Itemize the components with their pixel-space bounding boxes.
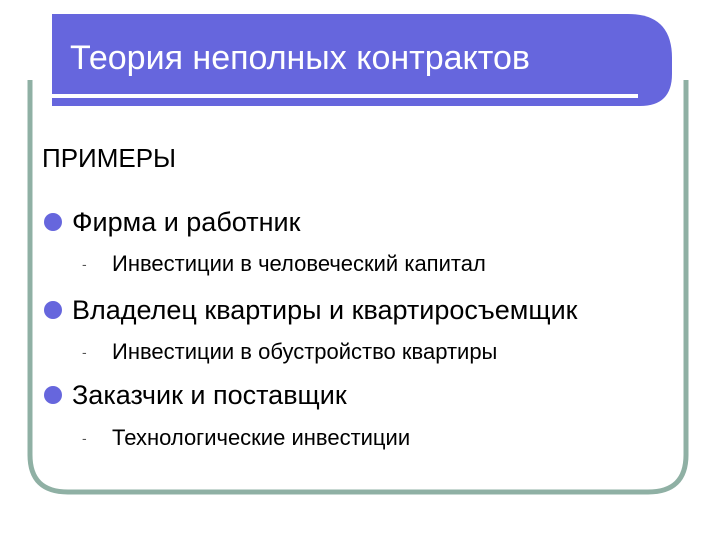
sub-list-item-text: Инвестиции в человеческий капитал	[112, 251, 486, 276]
list-item	[42, 378, 347, 412]
sub-list-item	[82, 338, 497, 366]
slide-subheading: ПРИМЕРЫ	[42, 143, 177, 173]
sub-list-item-text: Технологические инвестиции	[112, 425, 411, 450]
bullet-icon	[44, 301, 62, 319]
slide-title: Теория неполных контрактов	[70, 39, 530, 77]
title-underline	[52, 94, 638, 98]
dash-marker: -	[82, 256, 87, 272]
list-item	[42, 293, 577, 327]
list-item	[42, 205, 300, 239]
list-item-text: Заказчик и поставщик	[72, 380, 347, 410]
sub-list-item	[82, 250, 486, 278]
dash-marker: -	[82, 344, 87, 360]
sub-list-item	[82, 424, 410, 452]
bullet-icon	[44, 213, 62, 231]
list-item-text: Владелец квартиры и квартиросъемщик	[72, 295, 578, 325]
list-item-text: Фирма и работник	[72, 207, 301, 237]
bullet-icon	[44, 386, 62, 404]
dash-marker: -	[82, 430, 87, 446]
sub-list-item-text: Инвестиции в обустройство квартиры	[112, 339, 498, 364]
